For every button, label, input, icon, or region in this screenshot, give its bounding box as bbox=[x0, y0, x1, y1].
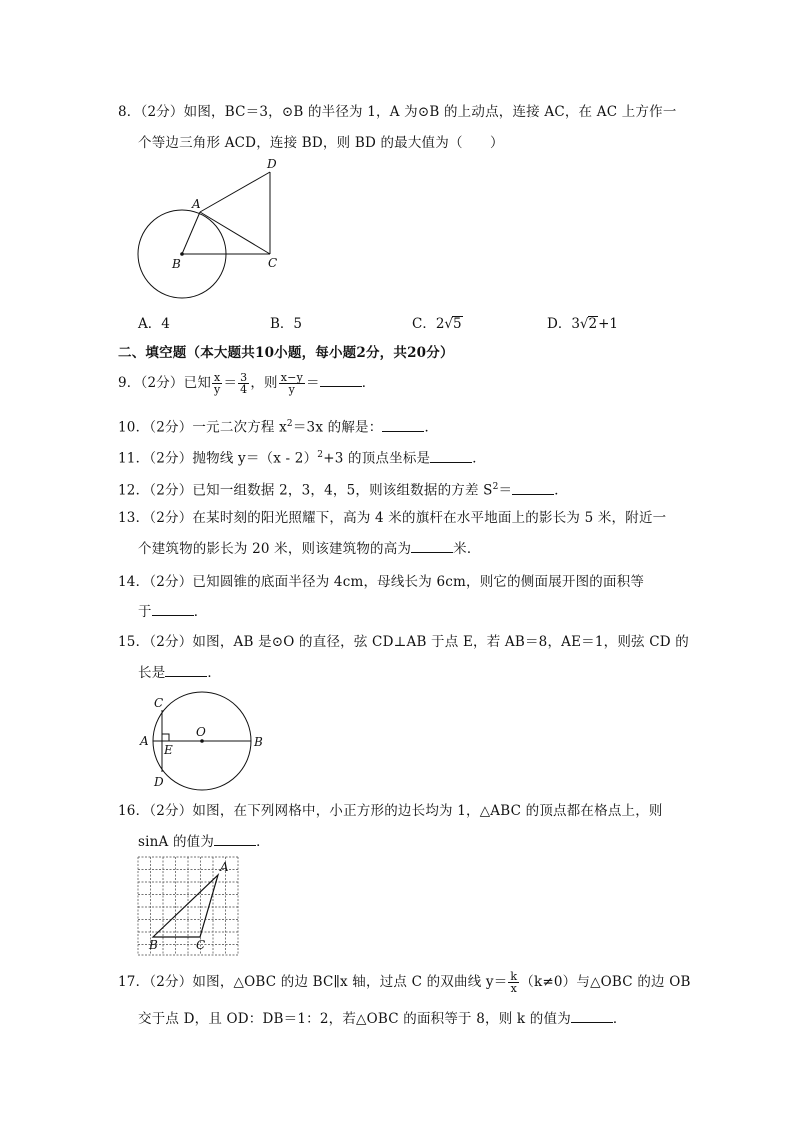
label-a: A bbox=[220, 860, 229, 874]
q8-text-line1: 8．（2分）如图，BC＝3，⊙B 的半径为 1，A 为⊙B 的上动点，连接 AC，在 AC 上方作一 bbox=[118, 104, 677, 120]
label-c: C bbox=[154, 696, 164, 710]
q17-line1-suffix: （k≠0）与△OBC 的边 OB bbox=[520, 974, 691, 990]
choice-c-prefix: C．2 bbox=[412, 316, 445, 332]
q13-line2-prefix: 个建筑物的影长为 20 米，则该建筑物的高为 bbox=[138, 541, 412, 557]
q11-suffix: +3 的顶点坐标是 bbox=[323, 450, 431, 467]
choice-c-radicand: 5 bbox=[453, 316, 462, 332]
section-2-title: 二、填空题（本大题共10小题，每小题2分，共20分） bbox=[118, 345, 454, 361]
point-o bbox=[200, 739, 204, 743]
q15-line2-prefix: 长是 bbox=[138, 665, 166, 681]
label-c: C bbox=[268, 256, 278, 270]
q15-figure bbox=[136, 688, 276, 792]
q9-f3-den: y bbox=[288, 383, 296, 396]
q9-suffix: ． bbox=[361, 375, 376, 391]
q9-fraction-1 bbox=[212, 372, 222, 395]
label-b: B bbox=[254, 735, 263, 749]
q17-line1-prefix: 17．（2分）如图，△OBC 的边 BC∥x 轴，过点 C 的双曲线 y＝ bbox=[118, 974, 508, 990]
choice-a[interactable]: A．4 bbox=[138, 316, 170, 332]
label-o: O bbox=[196, 725, 206, 739]
q13-text-line1: 13．（2分）在某时刻的阳光照耀下，高为 4 米的旗杆在水平地面上的影长为 5 米，附近一 bbox=[118, 510, 667, 526]
q11-answer-blank[interactable] bbox=[430, 450, 472, 463]
label-c: C bbox=[196, 938, 206, 952]
q14-line2-suffix: ． bbox=[193, 604, 208, 620]
q9-eq1: ＝ bbox=[223, 375, 238, 391]
q12-suffix: ＝ bbox=[498, 482, 513, 499]
q12-prefix: 12．（2分）已知一组数据 2，3，4，5，则该组数据的方差 S bbox=[118, 482, 493, 499]
label-b: B bbox=[172, 257, 181, 271]
q17-f-den: x bbox=[510, 982, 518, 995]
q12-end: ． bbox=[554, 482, 568, 499]
label-e: E bbox=[164, 743, 173, 757]
q12-text bbox=[118, 478, 568, 500]
label-a: A bbox=[192, 197, 201, 211]
choice-d[interactable] bbox=[547, 312, 618, 332]
q10-prefix: 10．（2分）一元二次方程 x bbox=[118, 419, 287, 436]
q9-fraction-2 bbox=[238, 372, 249, 395]
q8-text-line2: 个等边三角形 ACD，连接 BD，则 BD 的最大值为（ ） bbox=[138, 135, 504, 151]
q9-prefix: 9．（2分）已知 bbox=[118, 375, 212, 391]
q9-f1-den: y bbox=[214, 383, 221, 396]
point-b bbox=[180, 252, 184, 256]
q11-end: ． bbox=[472, 450, 486, 467]
choice-d-suffix: +1 bbox=[598, 316, 619, 332]
q16-text-line1: 16．（2分）如图，在下列网格中，小正方形的边长均为 1，△ABC 的顶点都在格点上，则 bbox=[118, 803, 663, 819]
q14-text-line2 bbox=[138, 603, 207, 621]
q16-answer-blank[interactable] bbox=[214, 833, 256, 846]
q17-line2-prefix: 交于点 D，且 OD：DB＝1：2，若△OBC 的面积等于 8，则 k 的值为 bbox=[138, 1011, 571, 1027]
q9-f2-den: 4 bbox=[240, 383, 248, 396]
choice-c[interactable] bbox=[412, 312, 463, 332]
q17-text-line1 bbox=[118, 971, 691, 994]
q11-text bbox=[118, 446, 486, 468]
q17-text-line2 bbox=[138, 1010, 627, 1028]
segment-ba bbox=[182, 212, 200, 254]
radical-icon: √ bbox=[444, 316, 454, 332]
q15-text-line2 bbox=[138, 664, 221, 682]
q17-f-num: k bbox=[510, 970, 518, 983]
q13-line2-suffix: 米． bbox=[453, 541, 481, 557]
label-d: D bbox=[154, 775, 164, 789]
q15-line2-suffix: ． bbox=[207, 665, 222, 681]
radical-icon: √ bbox=[579, 316, 589, 332]
choice-b[interactable]: B．5 bbox=[270, 316, 303, 332]
q12-sup: 2 bbox=[492, 482, 499, 492]
choice-d-radicand: 2 bbox=[588, 316, 598, 332]
q9-mid: ，则 bbox=[250, 375, 278, 391]
q10-suffix: ＝3x 的解是： bbox=[292, 419, 383, 436]
q9-answer-blank[interactable] bbox=[320, 374, 362, 387]
q15-text-line1: 15．（2分）如图，AB 是⊙O 的直径，弦 CD⊥AB 于点 E，若 AB＝8，AE＝1，则弦 CD 的 bbox=[118, 634, 689, 650]
q9-f1-num: x bbox=[212, 372, 222, 384]
q8-figure bbox=[130, 155, 300, 295]
q12-answer-blank[interactable] bbox=[512, 482, 554, 495]
q11-sup: 2 bbox=[317, 450, 324, 460]
q16-line2-prefix: sinA 的值为 bbox=[138, 834, 215, 850]
q16-text-line2 bbox=[138, 833, 270, 851]
q17-answer-blank[interactable] bbox=[571, 1010, 613, 1023]
q17-line2-suffix: ． bbox=[612, 1011, 627, 1027]
q16-grid-figure bbox=[138, 857, 242, 957]
choice-d-prefix: D．3 bbox=[547, 316, 580, 332]
q9-fraction-3 bbox=[279, 372, 305, 395]
q14-line2-prefix: 于 bbox=[138, 604, 152, 620]
q13-text-line2 bbox=[138, 540, 481, 558]
label-b: B bbox=[149, 938, 158, 952]
right-angle-mark bbox=[162, 734, 169, 741]
q9-eq2: ＝ bbox=[306, 375, 320, 391]
q10-text bbox=[118, 415, 438, 437]
q9-text bbox=[118, 372, 375, 395]
q16-line2-suffix: ． bbox=[256, 834, 270, 850]
q10-end: ． bbox=[424, 419, 439, 436]
label-d: D bbox=[267, 157, 277, 171]
q15-answer-blank[interactable] bbox=[165, 664, 207, 677]
q9-f3-num: x−y bbox=[280, 371, 304, 384]
q10-answer-blank[interactable] bbox=[382, 419, 424, 432]
segment-ad bbox=[200, 172, 270, 212]
segment-ac bbox=[200, 212, 270, 254]
q11-prefix: 11．（2分）抛物线 y＝（x - 2） bbox=[118, 450, 318, 467]
q13-answer-blank[interactable] bbox=[411, 540, 453, 553]
q14-answer-blank[interactable] bbox=[152, 603, 194, 616]
q17-fraction bbox=[508, 971, 519, 994]
q9-f2-num: 3 bbox=[240, 371, 248, 384]
q14-text-line1: 14．（2分）已知圆锥的底面半径为 4cm，母线长为 6cm，则它的侧面展开图的面积等 bbox=[118, 574, 645, 590]
q10-sup: 2 bbox=[286, 419, 293, 429]
label-a: A bbox=[140, 734, 149, 748]
